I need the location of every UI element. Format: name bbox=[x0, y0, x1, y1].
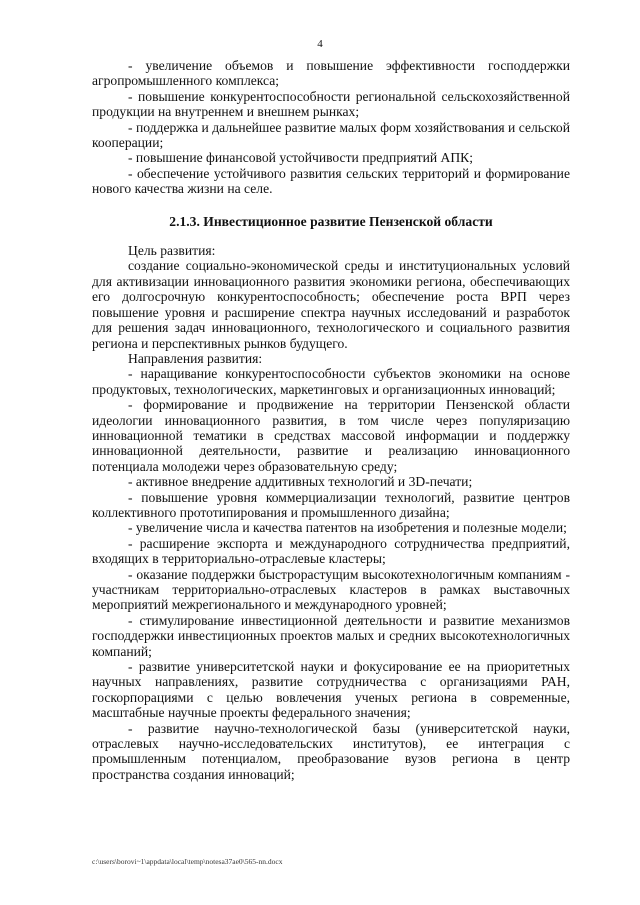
list-item: - наращивание конкурентоспособности субъектов экономики на основе продуктовых, технологических, маркетинговых и организационных инноваций; bbox=[92, 366, 570, 397]
list-item: - повышение конкурентоспособности региональной сельскохозяйственной продукции на внутреннем и внешнем рынках; bbox=[92, 88, 570, 120]
footer-file-path: c:\users\borovi~1\appdata\local\temp\notesa37ae0\565-nn.docx bbox=[92, 857, 283, 866]
section-heading: 2.1.3. Инвестиционное развитие Пензенской области bbox=[169, 213, 493, 229]
list-item: - поддержка и дальнейшее развитие малых форм хозяйствования и сельской кооперации; bbox=[92, 119, 570, 151]
list-item: - повышение уровня коммерциализации технологий, развитие центров коллективного прототипирования и промышленного дизайна; bbox=[92, 489, 570, 520]
page-number: 4 bbox=[317, 38, 323, 50]
list-item: - развитие научно-технологической базы (университетской науки, отраслевых научно-исследовательских институтов), ее интеграция с промышленным потенциалом, преобразование вузов региона в центр пространства создания инноваций; bbox=[92, 720, 570, 782]
list-item: - расширение экспорта и международного сотрудничества предприятий, входящих в территориально-отраслевые кластеры; bbox=[92, 535, 570, 567]
list-item: - увеличение числа и качества патентов на изобретения и полезные модели; bbox=[128, 520, 567, 536]
list-item: - увеличение объемов и повышение эффективности господдержки агропромышленного комплекса; bbox=[92, 58, 570, 89]
list-item: - формирование и продвижение на территории Пензенской области идеологии инновационного развития, в том числе через популяризацию инновационной тематики в средствах массовой информации и поддержку инновационной деятельности, развитие и реализацию инновационного потенциала молодежи через образовательную среду; bbox=[92, 397, 570, 474]
directions-label: Направления развития: bbox=[128, 350, 263, 366]
list-item: - развитие университетской науки и фокусирование ее на приоритетных научных направлениях, развитие сотрудничества с организациями РАН, госкорпорациями с целью вовлечения ученых региона в современные, масштабные научные проекты федерального значения; bbox=[92, 659, 570, 721]
list-item: - стимулирование инвестиционной деятельности и развитие механизмов господдержки инвестиционных проектов малых и средних высокотехнологичных компаний; bbox=[92, 612, 570, 659]
goal-label: Цель развития: bbox=[128, 243, 216, 259]
document-body bbox=[92, 58, 570, 782]
list-item: - активное внедрение аддитивных технологий и 3D-печати; bbox=[128, 474, 473, 490]
list-item: - обеспечение устойчивого развития сельских территорий и формирование нового качества жизни на селе. bbox=[92, 165, 570, 197]
goal-text: создание социально-экономической среды и институциональных условий для активизации инновационного развития экономики региона, обеспечивающих его долгосрочную конкурентоспособность; обеспечение роста ВРП через повышение уровня и расширение спектра научных исследований и разработок для решения задач инновационного, технологического и социального развития региона и перспективных рынков будущего. bbox=[92, 258, 570, 351]
list-item: - оказание поддержки быстрорастущим высокотехнологичным компаниям - участникам территориально-отраслевых кластеров в рамках выставочных мероприятий межрегионального и международного уровней; bbox=[92, 566, 570, 613]
list-item: - повышение финансовой устойчивости предприятий АПК; bbox=[128, 150, 474, 166]
